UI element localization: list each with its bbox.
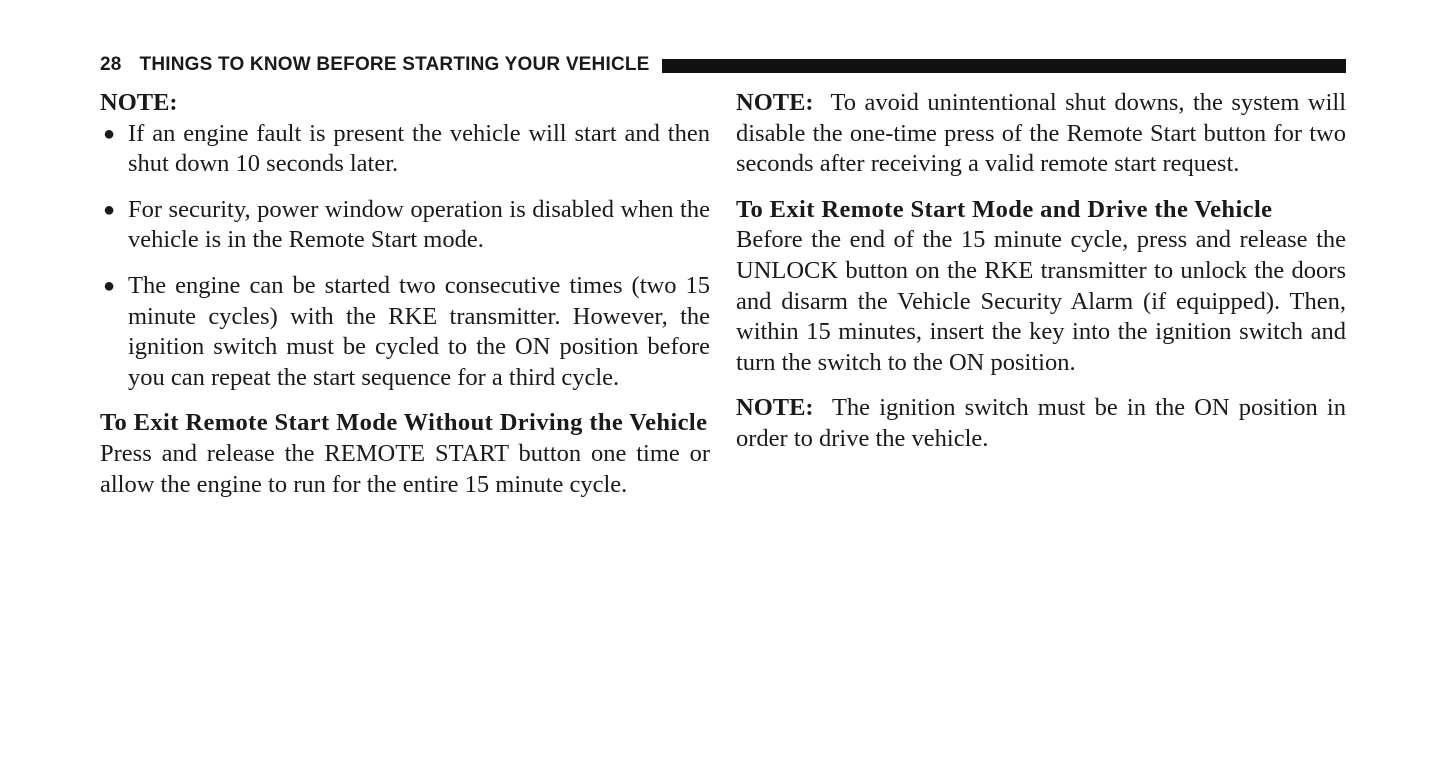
note-paragraph xyxy=(736,88,1346,180)
bullet-icon: ● xyxy=(103,122,116,145)
section-body: Press and release the REMOTE START button one time or allow the engine to run for the entire 15 minute cycle. xyxy=(100,439,710,498)
note-bullet-list xyxy=(100,119,710,394)
page-number: 28 xyxy=(100,54,122,75)
section-body: Before the end of the 15 minute cycle, press and release the UNLOCK button on the RKE transmitter to unlock the doors and disarm the Vehicle Security Alarm (if equipped). Then, within 15 minutes, insert the key into the ignition switch and turn the switch to the ON position. xyxy=(736,226,1346,376)
list-item xyxy=(100,119,710,180)
section-heading: To Exit Remote Start Mode and Drive the Vehicle xyxy=(736,195,1273,223)
chapter-title: THINGS TO KNOW BEFORE STARTING YOUR VEHICLE xyxy=(139,54,650,75)
bullet-text: The engine can be started two consecutive times (two 15 minute cycles) with the RKE transmitter. However, the ignition switch must be cycled to the ON position before you can repeat the start sequence for a third cycle. xyxy=(128,271,710,391)
bullet-text: If an engine fault is present the vehicle will start and then shut down 10 seconds later. xyxy=(128,119,710,178)
bullet-text: For security, power window operation is disabled when the vehicle is in the Remote Start mode. xyxy=(128,195,710,254)
note-label: NOTE: xyxy=(736,394,814,422)
note-label: NOTE: xyxy=(100,89,178,116)
note-text: To avoid unintentional shut downs, the system will disable the one-time press of the Remote Start button for two seconds after receiving a valid remote start request. xyxy=(736,89,1347,178)
note-label: NOTE: xyxy=(736,89,814,116)
section-heading: To Exit Remote Start Mode Without Driving the Vehicle xyxy=(100,409,708,437)
left-column xyxy=(100,88,710,500)
note-text: The ignition switch must be in the ON position in order to drive the vehicle. xyxy=(736,394,1346,452)
right-column xyxy=(736,88,1346,455)
note-paragraph xyxy=(736,393,1346,454)
page-header xyxy=(100,53,1346,77)
list-item xyxy=(100,271,710,393)
header-rule xyxy=(662,59,1346,73)
bullet-icon: ● xyxy=(103,198,116,221)
list-item xyxy=(100,195,710,256)
bullet-icon: ● xyxy=(103,274,116,297)
